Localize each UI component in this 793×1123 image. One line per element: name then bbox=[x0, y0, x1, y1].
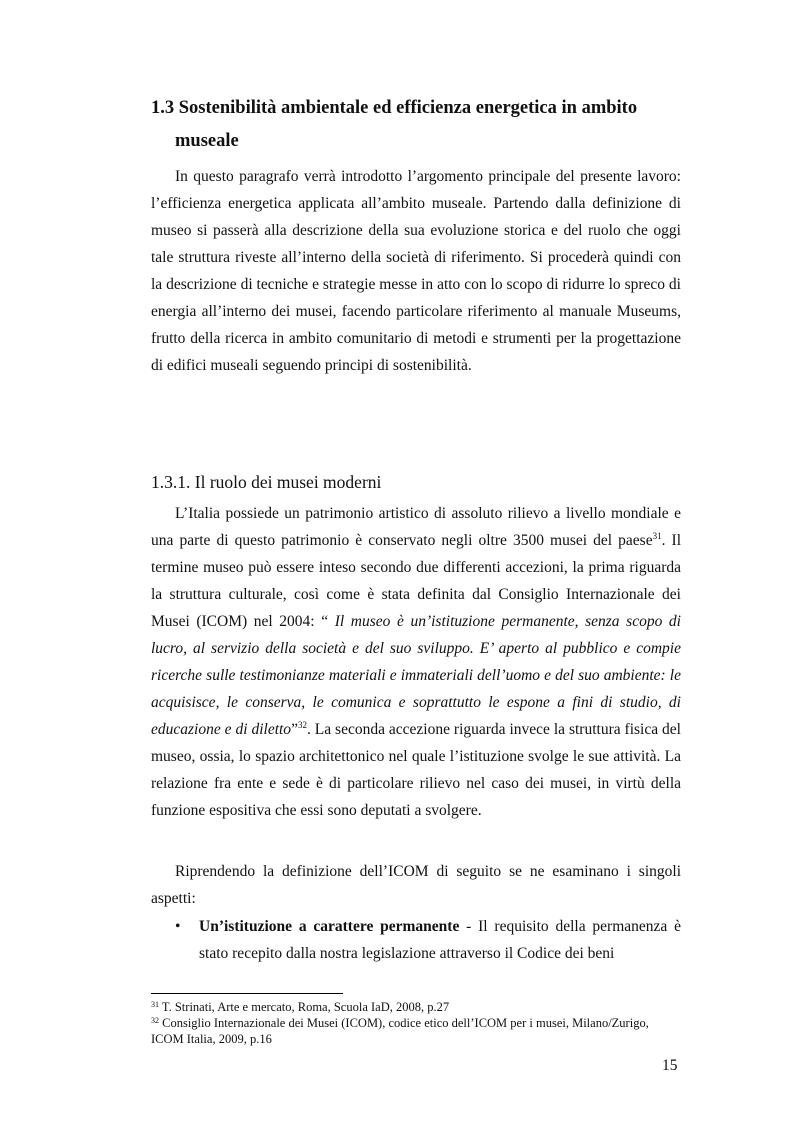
para1-text-d: . La seconda accezione riguarda invece la struttura fisica del museo, ossia, lo spazio architettonico nel quale l’istituzione svolge le sue attività. La relazione fra ente e sede è di particolare rilievo nel caso dei musei, in virtù della funzione espositiva che essi sono deputati a svolgere. bbox=[151, 721, 681, 819]
icom-definition-quote: Il museo è un’istituzione permanente, senza scopo di lucro, al servizio della società e del suo sviluppo. E’ aperto al pubblico e compie ricerche sulle testimonianze materiali e immateriali dell’uomo e del suo ambiente: le acquisisce, le conserva, le comunica e soprattutto le espone a fini di studio, di educazione e di diletto bbox=[151, 613, 681, 738]
subsection-heading: 1.3.1. Il ruolo dei musei moderni bbox=[151, 472, 382, 492]
body-paragraph-1 bbox=[151, 500, 681, 824]
intro-paragraph: In questo paragrafo verrà introdotto l’argomento principale del presente lavoro: l’efficienza energetica applicata all’ambito museale. Partendo dalla definizione di museo si passerà alla descrizione della sua evoluzione storica e del ruolo che oggi tale struttura riveste all’interno della società di riferimento. Si procederà quindi con la descrizione di tecniche e strategie messe in atto con lo scopo di ridurre lo spreco di energia all’interno dei musei, facendo particolare riferimento al manuale Museums, frutto della ricerca in ambito comunitario di metodi e strumenti per la progettazione di edifici museali seguendo principi di sostenibilità. bbox=[151, 168, 681, 374]
footnote-number: 32 bbox=[151, 1016, 159, 1025]
section-title-line1: 1.3 Sostenibilità ambientale ed efficienza energetica in ambito bbox=[151, 98, 638, 118]
list-item-heading: Un’istituzione a carattere permanente bbox=[199, 918, 460, 935]
para1-text-c: ” bbox=[291, 721, 298, 738]
para1-text-b: . Il termine museo può essere inteso secondo due differenti accezioni, la prima riguarda la struttura culturale, così come è stata definita dal Consiglio Internazionale dei Musei (ICOM) nel 2004: “ bbox=[151, 532, 681, 630]
footnote-ref-32[interactable]: 32 bbox=[297, 720, 307, 730]
footnote-number: 31 bbox=[151, 1000, 159, 1009]
para1-text-a: L’Italia possiede un patrimonio artistico di assoluto rilievo a livello mondiale e una parte di questo patrimonio è conservato negli oltre 3500 musei del paese bbox=[151, 505, 681, 549]
aspects-list bbox=[151, 913, 681, 967]
section-title-line2: museale bbox=[175, 131, 239, 151]
section-heading bbox=[151, 92, 681, 158]
list-item bbox=[151, 913, 681, 967]
footnote-text: Consiglio Internazionale dei Musei (ICOM), codice etico dell’ICOM per i musei, Milano/Zurigo, ICOM Italia, 2009, p.16 bbox=[151, 1016, 649, 1046]
footnote-31 bbox=[151, 999, 681, 1015]
bullet-icon: • bbox=[175, 918, 181, 935]
footnotes bbox=[151, 999, 681, 1047]
list-item-text: - Il requisito della permanenza è stato recepito dalla nostra legislazione attraverso il Codice dei beni bbox=[199, 918, 681, 962]
footnote-ref-31[interactable]: 31 bbox=[652, 531, 662, 541]
footnote-separator bbox=[151, 993, 343, 994]
footnote-text: T. Strinati, Arte e mercato, Roma, Scuola IaD, 2008, p.27 bbox=[159, 1000, 450, 1014]
footnote-32 bbox=[151, 1015, 681, 1047]
body-paragraph-2: Riprendendo la definizione dell’ICOM di seguito se ne esaminano i singoli aspetti: bbox=[151, 863, 681, 907]
page-number: 15 bbox=[662, 1057, 678, 1074]
